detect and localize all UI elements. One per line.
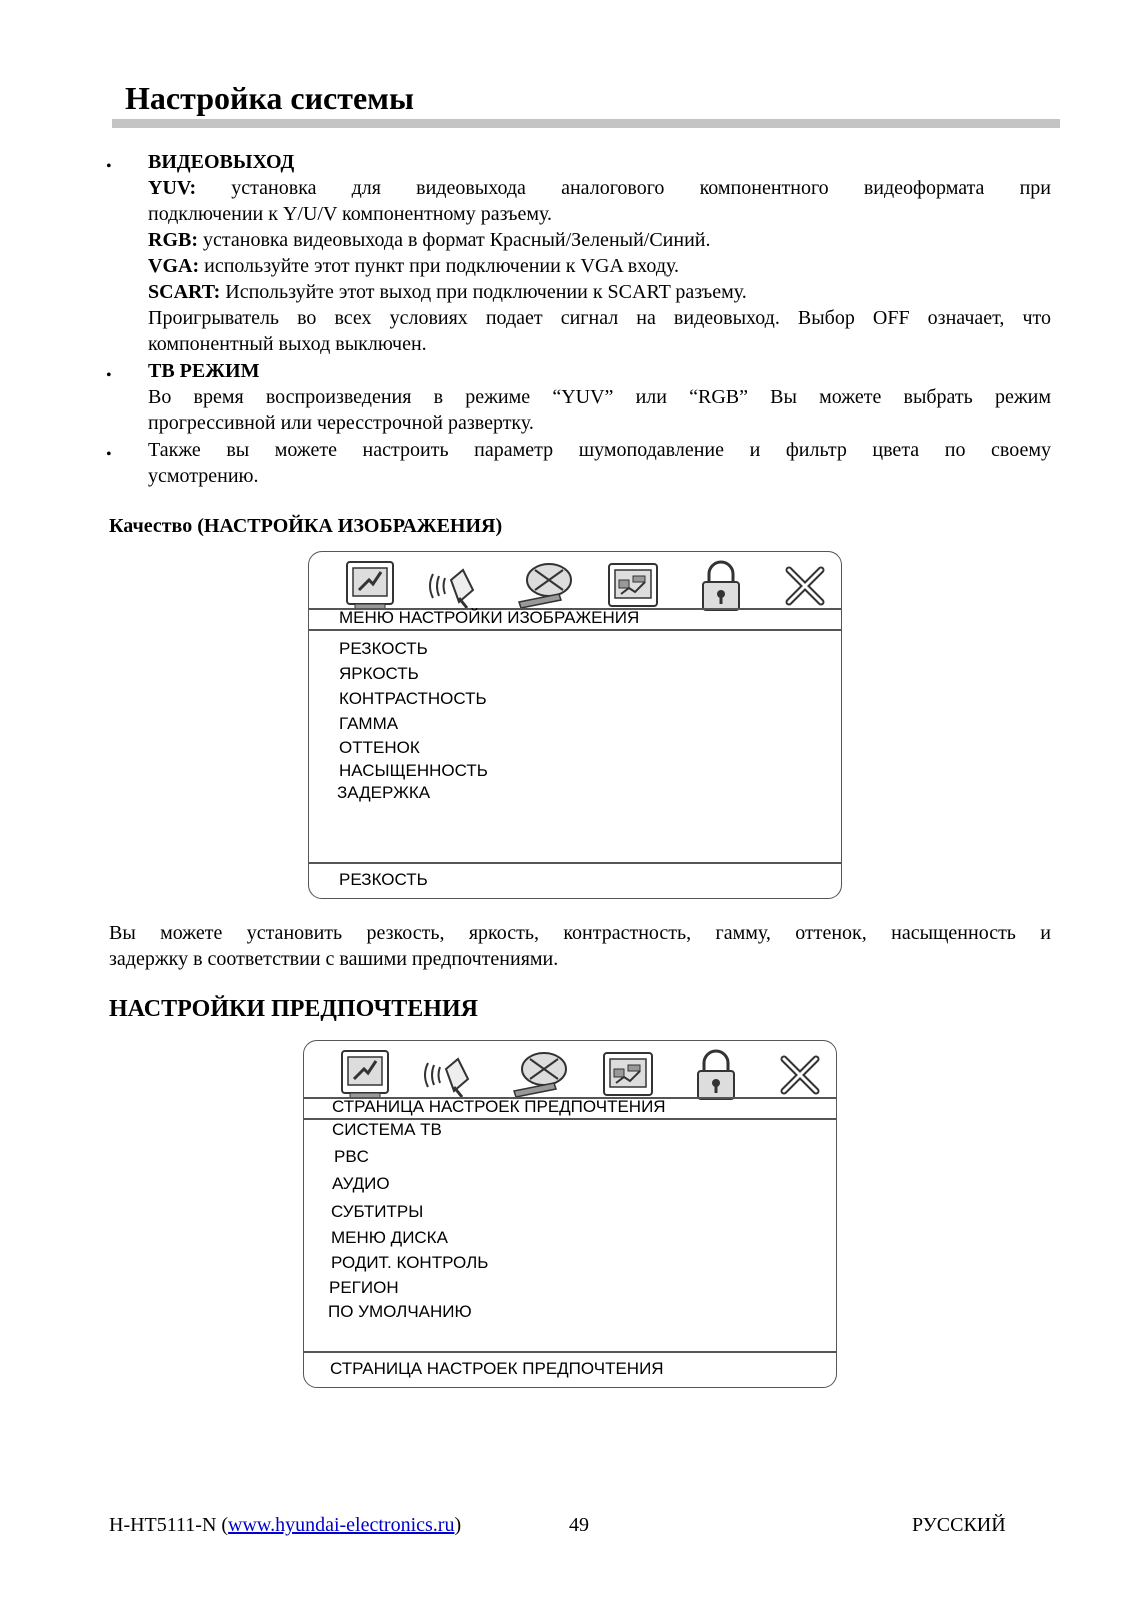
menu-item-brightness[interactable]: ЯРКОСТЬ — [339, 664, 419, 683]
tv-mode-heading: ТВ РЕЖИМ — [148, 360, 260, 382]
menu-status: РЕЗКОСТЬ — [339, 870, 428, 889]
yuv-line-cont: подключении к Y/U/V компонентному разъему. — [148, 203, 553, 225]
preference-setup-icon[interactable] — [598, 1045, 658, 1105]
general-setup-icon[interactable] — [341, 556, 401, 616]
exit-icon[interactable] — [775, 556, 835, 616]
preference-setup-icon[interactable] — [603, 556, 663, 616]
footer-website-link[interactable]: www.hyundai-electronics.ru — [228, 1514, 455, 1536]
menu-item-sharpness[interactable]: РЕЗКОСТЬ — [339, 639, 428, 658]
preferences-heading: НАСТРОЙКИ ПРЕДПОЧТЕНИЯ — [109, 996, 478, 1022]
bullet-marker: • — [106, 446, 112, 463]
quality-description-line-cont: задержку в соответствии с вашими предпочтениями. — [109, 948, 559, 970]
audio-setup-icon[interactable] — [420, 1045, 480, 1105]
video-setup-icon[interactable] — [515, 556, 575, 616]
menu-title: СТРАНИЦА НАСТРОЕК ПРЕДПОЧТЕНИЯ — [332, 1097, 666, 1116]
yuv-line: YUV: установка для видеовыхода аналогового компонентного видеоформата при — [148, 177, 1051, 199]
audio-setup-icon[interactable] — [425, 556, 485, 616]
video-output-note: Проигрыватель во всех условиях подает сигнал на видеовыход. Выбор OFF означает, что — [148, 307, 1051, 329]
menu-item-disc-menu[interactable]: МЕНЮ ДИСКА — [331, 1228, 448, 1247]
menu-item-parental-control[interactable]: РОДИТ. КОНТРОЛЬ — [331, 1253, 489, 1272]
noise-filter-line-cont: усмотрению. — [148, 465, 259, 487]
page-title: Настройка системы — [125, 80, 414, 116]
noise-filter-line: Также вы можете настроить параметр шумоподавление и фильтр цвета по своему — [148, 439, 1051, 461]
video-output-heading: ВИДЕОВЫХОД — [148, 151, 295, 173]
vga-line: VGA: используйте этот пункт при подключении к VGA входу. — [148, 255, 680, 277]
title-underline — [112, 119, 1060, 128]
bullet-marker: • — [106, 158, 112, 175]
menu-divider — [304, 1351, 836, 1353]
bullet-marker: • — [106, 367, 112, 384]
menu-item-defaults[interactable]: ПО УМОЛЧАНИЮ — [328, 1302, 472, 1321]
menu-item-tv-system[interactable]: СИСТЕМА ТВ — [332, 1120, 442, 1139]
general-setup-icon[interactable] — [336, 1045, 396, 1105]
password-lock-icon[interactable] — [686, 1045, 746, 1105]
quality-description-line: Вы можете установить резкость, яркость, контрастность, гамму, оттенок, насыщенность и — [109, 922, 1051, 944]
menu-title: МЕНЮ НАСТРОЙКИ ИЗОБРАЖЕНИЯ — [339, 608, 640, 627]
tv-mode-line: Во время воспроизведения в режиме “YUV” или “RGB” Вы можете выбрать режим — [148, 386, 1051, 408]
menu-item-pbc[interactable]: PBC — [334, 1147, 369, 1166]
rgb-line: RGB: установка видеовыхода в формат Красный/Зеленый/Синий. — [148, 229, 711, 251]
footer-language: РУССКИЙ — [912, 1514, 1006, 1536]
menu-status: СТРАНИЦА НАСТРОЕК ПРЕДПОЧТЕНИЯ — [330, 1359, 664, 1378]
menu-item-hue[interactable]: ОТТЕНОК — [339, 738, 420, 757]
footer-model: H-HT5111-N (www.hyundai-electronics.ru) — [109, 1514, 462, 1536]
menu-item-contrast[interactable]: КОНТРАСТНОСТЬ — [339, 689, 487, 708]
page-number: 49 — [569, 1514, 589, 1536]
quality-heading: Качество (НАСТРОЙКА ИЗОБРАЖЕНИЯ) — [109, 515, 503, 537]
menu-item-subtitles[interactable]: СУБТИТРЫ — [331, 1202, 424, 1221]
exit-icon[interactable] — [770, 1045, 830, 1105]
picture-setup-menu — [308, 551, 842, 899]
menu-item-region[interactable]: РЕГИОН — [329, 1278, 399, 1297]
password-lock-icon[interactable] — [691, 556, 751, 616]
menu-item-saturation[interactable]: НАСЫЩЕННОСТЬ — [339, 761, 488, 780]
scart-line: SCART: Используйте этот выход при подключении к SCART разъему. — [148, 281, 747, 303]
menu-item-gamma[interactable]: ГАММА — [339, 714, 399, 733]
menu-divider — [309, 862, 841, 864]
video-output-note-cont: компонентный выход выключен. — [148, 333, 427, 355]
preferences-menu — [303, 1040, 837, 1388]
menu-item-delay[interactable]: ЗАДЕРЖКА — [337, 783, 431, 802]
menu-divider — [309, 629, 841, 631]
menu-item-audio[interactable]: АУДИО — [332, 1174, 390, 1193]
tv-mode-line-cont: прогрессивной или чересстрочной развертку. — [148, 412, 534, 434]
video-setup-icon[interactable] — [510, 1045, 570, 1105]
